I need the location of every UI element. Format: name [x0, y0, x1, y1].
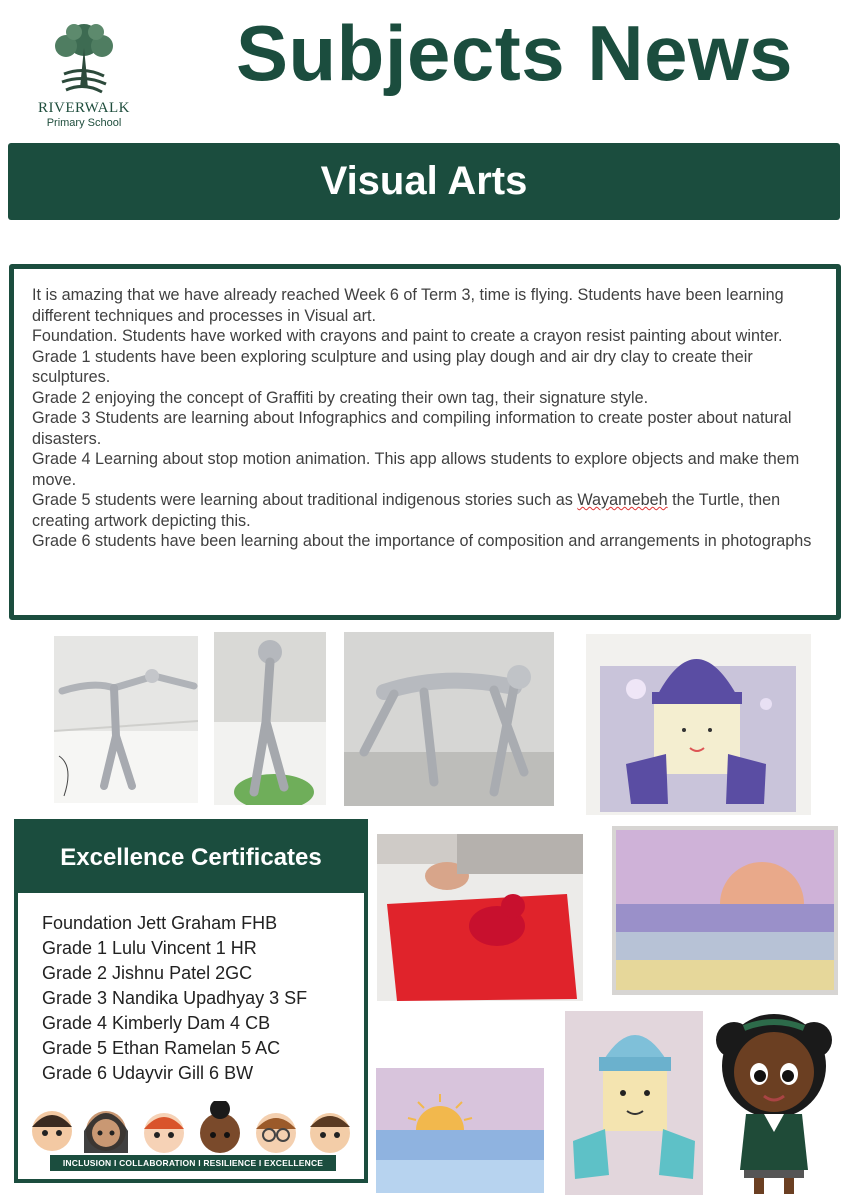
certificates-title: Excellence Certificates: [60, 844, 322, 871]
article-paragraph: Grade 2 enjoying the concept of Graffiti by creating their own tag, their signature style.: [32, 388, 649, 407]
school-values-banner: INCLUSION I COLLABORATION I RESILIENCE I EXCELLENCE: [48, 1153, 338, 1173]
foil-sculpture-photo-2: [214, 632, 326, 805]
student-mascot-illustration: [704, 1010, 844, 1198]
foil-sculpture-photo-1: [54, 636, 198, 803]
certificate-item: Grade 1 Lulu Vincent 1 HR: [42, 938, 257, 958]
certificate-item: Grade 3 Nandika Upadhyay 3 SF: [42, 988, 308, 1008]
certificate-item: Foundation Jett Graham FHB: [42, 913, 278, 933]
section-banner: [8, 143, 840, 220]
winter-painting-photo: [586, 634, 811, 815]
article-paragraph: It is amazing that we have already reached Week 6 of Term 3, time is flying. Students have been learning different techniques and processes in Visual art.: [32, 286, 784, 325]
grade5-text-before: Grade 5 students were learning about traditional indigenous stories such as: [32, 491, 578, 509]
article-paragraph: Grade 1 students have been exploring sculpture and using play dough and air dry clay to create their sculptures.: [32, 347, 753, 386]
school-name: RIVERWALK: [38, 100, 130, 116]
certificate-item: Grade 5 Ethan Ramelan 5 AC: [42, 1038, 281, 1058]
school-logo: [22, 18, 146, 142]
article-paragraph: Foundation. Students have worked with crayons and paint to create a crayon resist painting about winter.: [32, 327, 783, 345]
school-subtitle: Primary School: [46, 117, 122, 129]
article-paragraph: Grade 3 Students are learning about Infographics and compiling information to create poster about natural disasters.: [32, 409, 792, 448]
certificates-header: [18, 823, 364, 893]
article-paragraph-grade5: [32, 490, 822, 531]
article-paragraph: Grade 4 Learning about stop motion animation. This app allows students to explore objects and make them move.: [32, 450, 800, 489]
foil-sculpture-photo-3: [344, 632, 554, 806]
certificate-item: Grade 2 Jishnu Patel 2GC: [42, 963, 253, 983]
sunset-painting-photo: [612, 826, 838, 995]
blue-hat-painting-photo: [565, 1011, 703, 1195]
playdough-photo: [377, 834, 583, 1001]
spellcheck-word: Wayamebeh: [577, 491, 668, 509]
section-title: Visual Arts: [320, 159, 528, 203]
grade5-text-after: the Turtle, then creating artwork depicting this.: [32, 491, 781, 530]
article-box: [9, 264, 841, 620]
ocean-painting-photo: [376, 1068, 544, 1193]
certificates-list: [42, 911, 307, 1086]
tree-icon: [44, 18, 124, 98]
article-paragraph: Grade 6 students have been learning about the importance of composition and arrangements in photographs: [32, 532, 812, 550]
page-title: Subjects News: [236, 9, 794, 97]
certificate-item: Grade 6 Udayvir Gill 6 BW: [42, 1063, 254, 1083]
certificate-item: Grade 4 Kimberly Dam 4 CB: [42, 1013, 271, 1033]
excellence-certificates-panel: [14, 819, 368, 1183]
